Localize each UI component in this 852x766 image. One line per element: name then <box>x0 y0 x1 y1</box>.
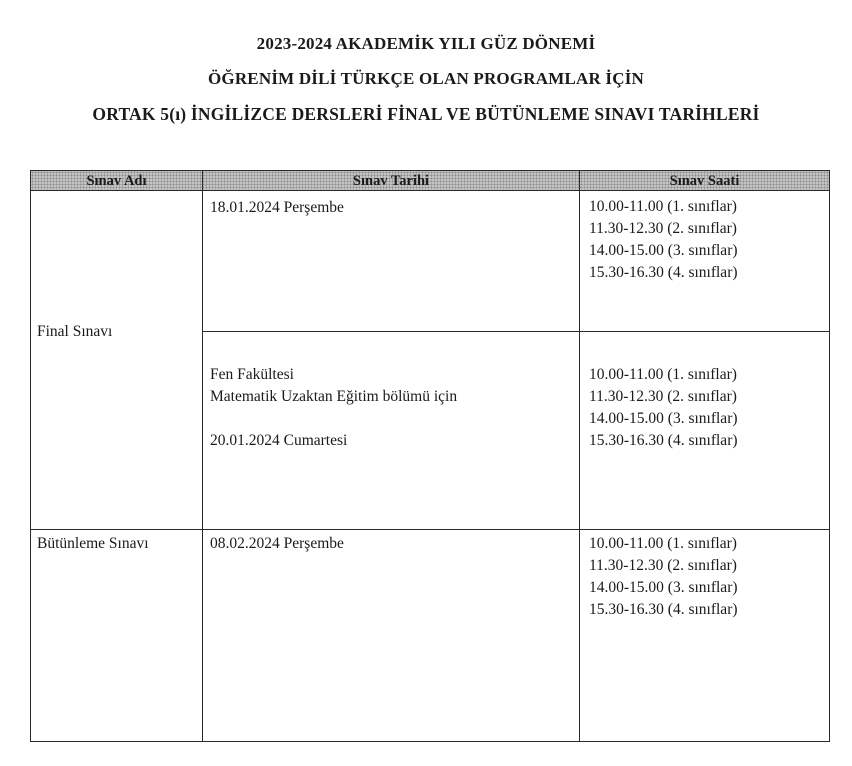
time-slot-grade-3: 14.00-15.00 (3. sınıflar) <box>589 579 738 596</box>
date-line: 08.02.2024 Perşembe <box>210 535 344 552</box>
time-slot-grade-1: 10.00-11.00 (1. sınıflar) <box>589 535 737 552</box>
faculty-line: Fen Fakültesi <box>210 366 294 383</box>
column-divider-2 <box>579 171 580 741</box>
header-exam-date: Sınav Tarihi <box>352 173 430 189</box>
butunleme-exam-name: Bütünleme Sınavı <box>37 535 149 552</box>
time-slot-grade-1: 10.00-11.00 (1. sınıflar) <box>589 366 737 383</box>
column-divider-1 <box>202 171 203 741</box>
final-slot-divider <box>202 331 829 332</box>
date-line: 18.01.2024 Perşembe <box>210 199 344 216</box>
date-line: 20.01.2024 Cumartesi <box>210 432 348 449</box>
document-title-line-3: ORTAK 5(ı) İNGİLİZCE DERSLERİ FİNAL VE BÜTÜNLEME SINAVI TARİHLERİ <box>92 104 760 124</box>
exam-schedule-table <box>30 170 830 742</box>
final-slot-1-date <box>210 197 344 219</box>
header-exam-time: Sınav Saati <box>669 173 740 189</box>
time-slot-grade-3: 14.00-15.00 (3. sınıflar) <box>589 242 738 259</box>
time-slot-grade-2: 11.30-12.30 (2. sınıflar) <box>589 557 737 574</box>
header-exam-name: Sınav Adı <box>86 173 147 189</box>
time-slot-grade-2: 11.30-12.30 (2. sınıflar) <box>589 388 737 405</box>
butunleme-times <box>589 533 738 621</box>
department-line: Matematik Uzaktan Eğitim bölümü için <box>210 388 458 405</box>
time-slot-grade-1: 10.00-11.00 (1. sınıflar) <box>589 198 737 215</box>
time-slot-grade-4: 15.30-16.30 (4. sınıflar) <box>589 264 738 281</box>
document-title-line-1: 2023-2024 AKADEMİK YILI GÜZ DÖNEMİ <box>256 34 596 53</box>
row-divider-butunleme <box>31 529 829 530</box>
final-slot-2-date <box>210 364 457 452</box>
butunleme-date <box>210 533 344 555</box>
time-slot-grade-3: 14.00-15.00 (3. sınıflar) <box>589 410 738 427</box>
document-title-line-2: ÖĞRENİM DİLİ TÜRKÇE OLAN PROGRAMLAR İÇİN <box>207 69 645 88</box>
final-slot-2-times <box>589 364 738 452</box>
time-slot-grade-4: 15.30-16.30 (4. sınıflar) <box>589 432 738 449</box>
time-slot-grade-2: 11.30-12.30 (2. sınıflar) <box>589 220 737 237</box>
time-slot-grade-4: 15.30-16.30 (4. sınıflar) <box>589 601 738 618</box>
blank-line <box>210 408 457 430</box>
final-slot-1-times <box>589 196 738 284</box>
table-header-row <box>31 171 829 191</box>
final-exam-name: Final Sınavı <box>37 323 113 340</box>
